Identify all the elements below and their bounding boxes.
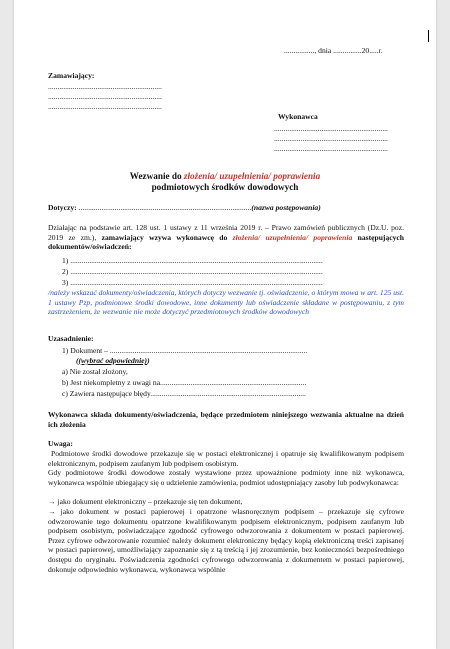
zamawiajacy-line: ............................................................ xyxy=(48,82,162,91)
document-subtitle: podmiotowych środków dowodowych xyxy=(151,182,299,192)
wybrac-hint: ((wybrać odpowiednie)) xyxy=(76,356,150,365)
wykonawca-line: ............................................................ xyxy=(274,144,388,153)
wykonawca-sklada-note: Wykonawca składa dokumenty/oświadczenia, będące przedmiotem niniejszego wezwania aktualne na dzień ich złożenia xyxy=(48,410,404,429)
list-item: 3) ..................................................................................................................................... xyxy=(62,278,323,287)
uzasadnienie-option: b) Jest niekompletny z uwagi na............................................................................. xyxy=(62,378,307,387)
wykonawca-label: Wykonawca xyxy=(278,112,318,121)
instruction-note: /należy wskazać dokumenty/oświadczenia, których dotyczy wezwanie tj. oświadczenie, o którym mowa w art. 125 ust. 1 ustawy Pzp, podmiotowe środki dowodowe, inne dokumenty lub oświadczenie składane w postępowaniu, z tym zastrzeżeniem, że wezwanie nie może dotyczyć przedmiotowych środków dowodowych xyxy=(48,288,404,317)
uwaga-label: Uwaga: xyxy=(48,439,73,448)
zamawiajacy-line: ............................................................ xyxy=(48,92,162,101)
uzasadnienie-option: c) Zawiera następujące błędy.................................................................................. xyxy=(62,389,306,398)
body-paragraph: Działając na podstawie art. 128 ust. 1 ustawy z 11 września 2019 r. – Prawo zamówień publicznych (Dz.U. poz. 2019 ze zm.), zamawiający wzywa wykonawcę do złożenia/ uzupełnienia/ poprawienia następujących dokumentów/oświadczeń: xyxy=(48,223,405,252)
document-title: Wezwanie do złożenia/ uzupełnienia/ poprawienia xyxy=(129,171,321,181)
list-item: 2) ..................................................................................................................................... xyxy=(62,267,323,276)
document-page xyxy=(14,0,436,649)
zamawiajacy-line: ............................................................ xyxy=(48,102,162,111)
list-item: 1) ..................................................................................................................................... xyxy=(62,256,323,265)
wykonawca-line: ............................................................ xyxy=(274,134,388,143)
uwaga-paragraph: Podmiotowe środki dowodowe przekazuje się w postaci elektronicznej i opatruje się kwalifikowanym podpisem elektronicznym, podpisem zaufanym lub podpisem osobistym. xyxy=(48,449,404,468)
uwaga-paragraph: → jako dokument w postaci papierowej i opatrzone własnoręcznym podpisem – przekazuje się cyfrowe odwzorowanie tego dokumentu opatrzone kwalifikowanym podpisem elektronicznym, podpisem zaufanym lub podpisem osobistym, poświadczające zgodność cyfrowego odwzorowania z dokumentem w postaci papierowej. Przez cyfrowe odwzorowanie rozumieć należy dokument elektroniczny będący kopią elektroniczną treści zapisanej w postaci papierowej, umożliwiający zapoznanie się z tą treścią i jej zrozumienie, bez konieczności bezpośredniego dostępu do oryginału. Poświadczenia zgodności cyfrowego odwzorowania z dokumentem w postaci papierowej, dokonuje odpowiednio wykonawca, wykonawca wspólnie xyxy=(48,507,404,574)
dotyczy-line: Dotyczy: ...........................................................................................(nazwa postępowania) xyxy=(48,203,321,212)
date-line: ................, dnia ...............20.....r. xyxy=(284,46,383,55)
zamawiajacy-label: Zamawiający: xyxy=(48,71,95,80)
uzasadnienie-dokument: 1) Dokument – ........................................................................................................ xyxy=(62,346,308,355)
uwaga-paragraph: → jako dokument elektroniczny – przekazuje się ten dokument, xyxy=(48,497,243,506)
text-cursor xyxy=(428,30,429,42)
wykonawca-line: ............................................................ xyxy=(274,124,388,133)
uzasadnienie-option: a) Nie został złożony, xyxy=(62,367,128,376)
uwaga-paragraph: Gdy podmiotowe środki dowodowe zostały wystawione przez upoważnione podmioty inne niż wykonawca, wykonawca wspólnie ubiegający się o udzielenie zamówienia, podmiot udostępniający zasoby lub podwykonawca: xyxy=(48,468,404,487)
uzasadnienie-label: Uzasadnienie: xyxy=(48,334,94,343)
